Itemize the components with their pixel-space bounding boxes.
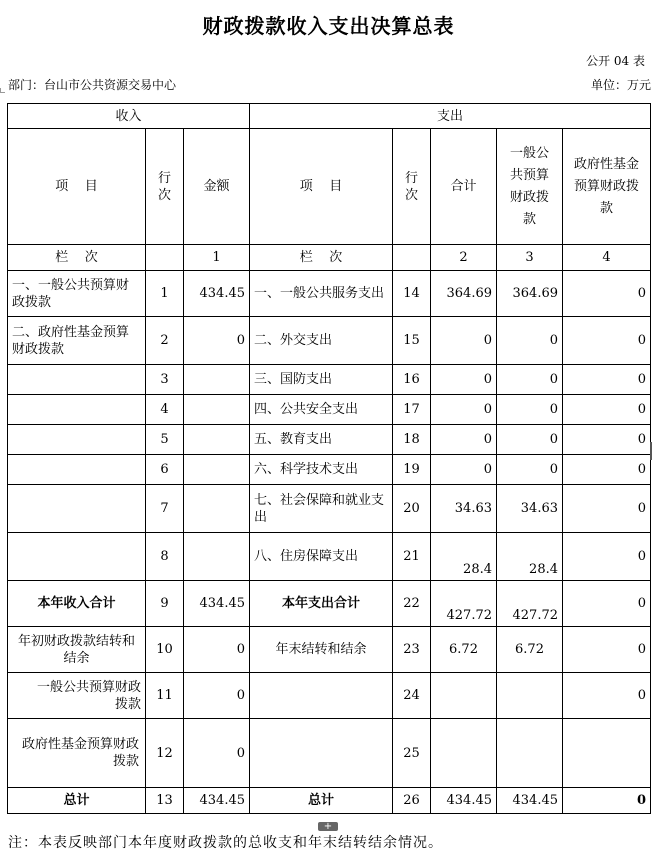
page-title: 财政拨款收入支出决算总表 <box>202 14 455 38</box>
general-budget-value: 434.45 <box>497 788 563 814</box>
income-item: 年初财政拨款结转和结余 <box>8 627 146 673</box>
income-row-no: 9 <box>146 581 184 627</box>
expense-item: 八、住房保障支出 <box>250 533 393 581</box>
income-subtotal-label: 本年收入合计 <box>8 581 146 627</box>
column-label-income: 栏 次 <box>8 245 146 271</box>
expense-row-no: 22 <box>393 581 431 627</box>
total-value: 28.4 <box>431 533 497 581</box>
expense-header: 支出 <box>250 104 651 129</box>
table-row <box>8 395 651 425</box>
total-value: 0 <box>431 395 497 425</box>
total-value: 0 <box>431 317 497 365</box>
income-item: 一般公共预算财政拨款 <box>8 673 146 719</box>
col-number-3: 3 <box>497 245 563 271</box>
income-amount <box>184 455 250 485</box>
general-budget-value: 6.72 <box>497 627 563 673</box>
income-row-no: 12 <box>146 719 184 788</box>
fund-budget-value: 0 <box>563 485 651 533</box>
income-amount <box>184 533 250 581</box>
expense-row-no: 23 <box>393 627 431 673</box>
total-value <box>431 673 497 719</box>
income-item <box>8 485 146 533</box>
expense-item-header: 项 目 <box>250 129 393 245</box>
table-row <box>8 317 651 365</box>
income-item <box>8 365 146 395</box>
income-amount <box>184 425 250 455</box>
expense-row-no: 15 <box>393 317 431 365</box>
income-amount: 0 <box>184 673 250 719</box>
income-grand-total-label: 总计 <box>8 788 146 814</box>
expense-row-no: 18 <box>393 425 431 455</box>
fund-budget-value: 0 <box>563 455 651 485</box>
expense-row-no: 25 <box>393 719 431 788</box>
column-label-expense: 栏 次 <box>250 245 393 271</box>
general-budget-value <box>497 673 563 719</box>
income-amount: 434.45 <box>184 271 250 317</box>
general-budget-value: 28.4 <box>497 533 563 581</box>
income-row-no: 3 <box>146 365 184 395</box>
general-budget-value: 0 <box>497 425 563 455</box>
department-label: 部门：台山市公共资源交易中心 <box>8 78 177 92</box>
total-value: 427.72 <box>431 581 497 627</box>
expense-row-no: 20 <box>393 485 431 533</box>
income-row-no: 7 <box>146 485 184 533</box>
income-amount-header: 金额 <box>184 129 250 245</box>
general-budget-value: 34.63 <box>497 485 563 533</box>
cell-marker <box>0 88 5 93</box>
expense-item <box>250 673 393 719</box>
income-row-no: 8 <box>146 533 184 581</box>
fund-budget-value: 0 <box>563 271 651 317</box>
general-budget-value: 0 <box>497 395 563 425</box>
income-amount: 434.45 <box>184 788 250 814</box>
expense-row-no: 16 <box>393 365 431 395</box>
income-row-no: 1 <box>146 271 184 317</box>
expense-grand-total-label: 总计 <box>250 788 393 814</box>
expense-row-no: 14 <box>393 271 431 317</box>
fund-budget-value: 0 <box>563 395 651 425</box>
final-accounts-table <box>7 103 651 814</box>
expense-row-no: 26 <box>393 788 431 814</box>
fund-budget-value: 0 <box>563 673 651 719</box>
income-item <box>8 395 146 425</box>
unit-label: 单位：万元 <box>590 78 651 92</box>
income-item: 一、一般公共预算财政拨款 <box>8 271 146 317</box>
income-row-no: 11 <box>146 673 184 719</box>
table-row <box>8 581 651 627</box>
table-row <box>8 673 651 719</box>
total-value: 434.45 <box>431 788 497 814</box>
total-value: 0 <box>431 455 497 485</box>
expense-item: 七、社会保障和就业支出 <box>250 485 393 533</box>
expense-item: 五、教育支出 <box>250 425 393 455</box>
add-row-button[interactable]: + <box>318 822 338 831</box>
fund-budget-value: 0 <box>563 627 651 673</box>
table-row <box>8 788 651 814</box>
col-number-4: 4 <box>563 245 651 271</box>
table-row <box>8 719 651 788</box>
table-row <box>8 485 651 533</box>
income-item <box>8 455 146 485</box>
expense-item: 二、外交支出 <box>250 317 393 365</box>
income-amount <box>184 365 250 395</box>
total-value: 0 <box>431 425 497 455</box>
fund-budget-value: 0 <box>563 533 651 581</box>
income-row-no: 2 <box>146 317 184 365</box>
general-budget-value: 0 <box>497 455 563 485</box>
expense-subtotal-label: 本年支出合计 <box>250 581 393 627</box>
total-value: 34.63 <box>431 485 497 533</box>
general-budget-value <box>497 719 563 788</box>
footnote: 注：本表反映部门本年度财政拨款的总收支和年末结转结余情况。 <box>8 835 443 851</box>
total-value: 0 <box>431 365 497 395</box>
form-code: 公开 04 表 <box>586 54 645 68</box>
table-row <box>8 455 651 485</box>
income-item <box>8 533 146 581</box>
income-row-no: 10 <box>146 627 184 673</box>
total-header: 合计 <box>431 129 497 245</box>
col-number-2: 2 <box>431 245 497 271</box>
expense-item: 一、一般公共服务支出 <box>250 271 393 317</box>
income-item-header: 项 目 <box>8 129 146 245</box>
general-budget-value: 0 <box>497 365 563 395</box>
fund-budget-value <box>563 719 651 788</box>
table-row <box>8 271 651 317</box>
expense-item <box>250 719 393 788</box>
table-row <box>8 533 651 581</box>
income-amount: 0 <box>184 317 250 365</box>
income-row-no-header: 行次 <box>146 129 184 245</box>
expense-row-no: 19 <box>393 455 431 485</box>
expense-row-no: 21 <box>393 533 431 581</box>
expense-item: 三、国防支出 <box>250 365 393 395</box>
fund-budget-value: 0 <box>563 788 651 814</box>
income-row-no: 13 <box>146 788 184 814</box>
expense-item: 六、科学技术支出 <box>250 455 393 485</box>
expense-item: 年末结转和结余 <box>250 627 393 673</box>
income-header: 收入 <box>8 104 250 129</box>
income-amount: 434.45 <box>184 581 250 627</box>
general-budget-header: 一般公共预算财政拨款 <box>497 129 563 245</box>
income-row-no: 6 <box>146 455 184 485</box>
total-value: 6.72 <box>431 627 497 673</box>
income-item: 二、政府性基金预算财政拨款 <box>8 317 146 365</box>
general-budget-value: 364.69 <box>497 271 563 317</box>
general-budget-value: 427.72 <box>497 581 563 627</box>
table-row <box>8 425 651 455</box>
fund-budget-value: 0 <box>563 581 651 627</box>
fund-budget-value: 0 <box>563 317 651 365</box>
col-number-1: 1 <box>184 245 250 271</box>
fund-budget-header: 政府性基金预算财政拨款 <box>563 129 651 245</box>
expense-row-no-header: 行次 <box>393 129 431 245</box>
income-row-no: 4 <box>146 395 184 425</box>
resize-handle[interactable] <box>650 442 652 460</box>
income-row-no: 5 <box>146 425 184 455</box>
general-budget-value: 0 <box>497 317 563 365</box>
income-item: 政府性基金预算财政拨款 <box>8 719 146 788</box>
income-amount: 0 <box>184 627 250 673</box>
fund-budget-value: 0 <box>563 365 651 395</box>
expense-row-no: 17 <box>393 395 431 425</box>
total-value <box>431 719 497 788</box>
income-amount <box>184 485 250 533</box>
table-row <box>8 365 651 395</box>
income-amount: 0 <box>184 719 250 788</box>
fund-budget-value: 0 <box>563 425 651 455</box>
total-value: 364.69 <box>431 271 497 317</box>
income-item <box>8 425 146 455</box>
table-row <box>8 627 651 673</box>
income-amount <box>184 395 250 425</box>
expense-row-no: 24 <box>393 673 431 719</box>
expense-item: 四、公共安全支出 <box>250 395 393 425</box>
